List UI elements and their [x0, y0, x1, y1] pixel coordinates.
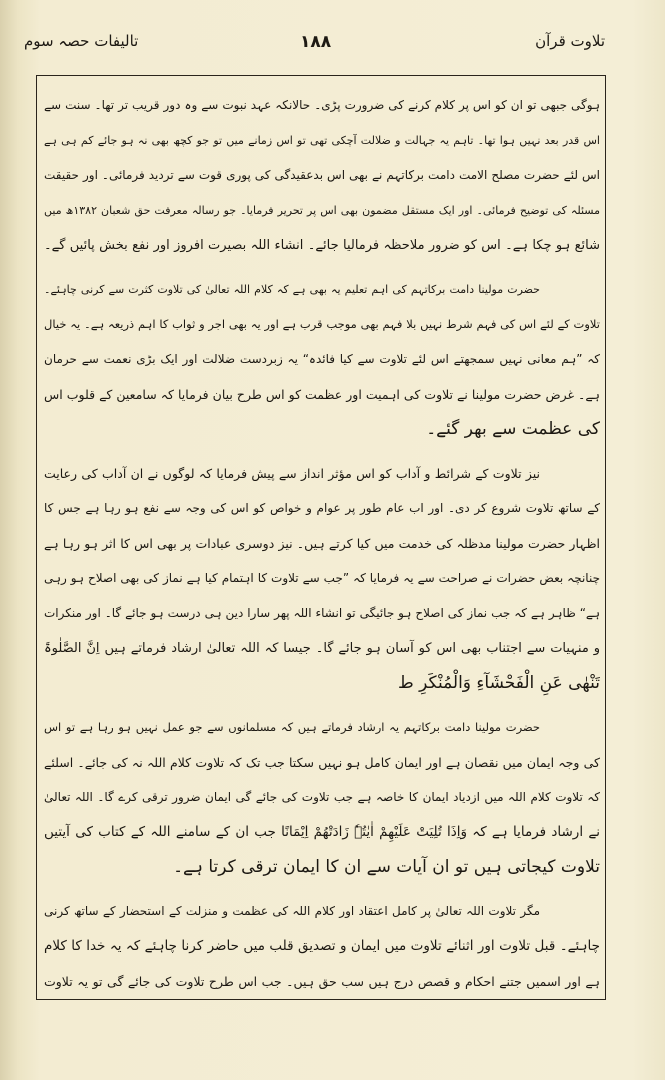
text-line: اس قدر بعد نہیں ہوا تھا۔ تاہم یہ جہالت و ضلالت آچکی تھی تو اس زمانے میں تو جو کچھ بھی نہ ہو جائے کم ہی ہے	[44, 134, 600, 147]
paragraph	[44, 88, 600, 263]
text-line: مسئلہ کی توضیح فرمائی۔ اور ایک مستقل مضمون بھی اس پر تحریر فرمایا۔ جو رسالہ معرفت حق شعبان ۱۳۸۲ھ میں	[44, 204, 600, 217]
page-number: ۱۸۸	[300, 32, 332, 52]
text-line: ہے۔ غرض حضرت مولینا نے تلاوت کی اہمیت اور عظمت کو اس طرح بیان فرمایا کہ سامعین کے قلوب اس	[44, 387, 600, 402]
text-line: تلاوت کے لئے اس کی فہم شرط نہیں بلا فہم بھی موجب قرب ہے اور یہ بھی اجر و ثواب کا اہم ذریعہ ہے۔ یہ خیال	[44, 317, 600, 331]
text-line: ہے“ ظاہر ہے کہ جب نماز کی اصلاح ہو جائیگی تو انشاء اللہ پھر سارا دین ہی درست ہو جائے گا۔ اور منکرات	[44, 606, 600, 620]
text-line: ہے اور اسمیں جتنے احکام و قصص درج ہیں سب حق ہیں۔ جب اس طرح تلاوت کی جائے گی تو یہ تلاوت	[44, 974, 600, 989]
text-line: کہ تلاوت کلام اللہ میں ازدیاد ایمان کا خاصہ ہے جب تلاوت کی جائے گی ایمان ضرور ترقی کرے گا۔ اللہ تعالیٰ	[44, 790, 600, 804]
text-line: حضرت مولینا دامت برکاتہم یہ ارشاد فرماتے ہیں کہ مسلمانوں سے جو عمل نہیں ہو رہا ہے تو اس	[44, 720, 540, 734]
text-line: نے ارشاد فرمایا ہے کہ وَاِذَا تُلِیَتْ عَلَیْھِمْ اٰیٰتُہٗ زَادَتْھُمْ اِیْمَانًا جب ان کے سامنے اللہ کے کتاب کی آیتیں	[44, 824, 600, 840]
text-line: کے ساتھ تلاوت شروع کر دی۔ اور اب عام طور پر عوام و خواص کو اس کی وجہ سے نفع ہو رہا ہے جس کا	[44, 501, 600, 515]
text-line: کی وجہ ایمان میں نقصان ہے اور ایمان کامل ہو نہیں سکتا جب تک کہ تلاوت کلام اللہ نہ کی جائے۔ اسلئے	[44, 755, 600, 770]
text-line: مگر تلاوت اللہ تعالیٰ پر کامل اعتقاد اور کلام اللہ کی عظمت و منزلت کے استحضار کے ساتھ کرنی	[44, 904, 540, 918]
text-line: چاہئے۔ قبل تلاوت اور اثنائے تلاوت میں ایمان و تصدیق قلب میں حاضر کرنا چاہئے کہ یہ خدا کا کلام	[44, 938, 600, 954]
text-line: تَنْھٰی عَنِ الْفَحْشَآءِ وَالْمُنْکَرِ ط	[398, 673, 600, 693]
text-line: اس لئے حضرت مصلح الامت دامت برکاتہم نے بھی اس بدعقیدگی کی پوری قوت سے تردید فرمائی۔ اور حقیقت	[44, 168, 600, 182]
text-line: و منہیات سے اجتناب بھی اس کو آسان ہو جائے گا۔ جیسا کہ اللہ تعالیٰ ارشاد فرماتے ہیں اِنَّ الصَّلٰوۃَ	[44, 641, 600, 656]
text-line: ہوگی جبھی تو ان کو اس پر کلام کرنے کی ضرورت پڑی۔ حالانکہ عہد نبوت سے وہ دور قریب تر تھا۔ سنت سے	[44, 98, 600, 112]
text-line: حضرت مولینا دامت برکاتہم کی اہم تعلیم یہ بھی ہے کہ کلام اللہ تعالیٰ کی تلاوت کثرت سے کرنی چاہئے۔	[44, 283, 540, 296]
running-header-book: تالیفات حصہ سوم	[24, 32, 139, 50]
paragraph	[44, 710, 600, 885]
text-line: کہ ”ہم معانی نہیں سمجھتے اس لئے تلاوت سے کیا فائدہ“ یہ زبردست ضلالت اور ایک بڑی نعمت سے حرمان	[44, 352, 600, 366]
text-line: نیز تلاوت کے شرائط و آداب کو اس مؤثر انداز سے پیش فرمایا کہ لوگوں نے ان آداب کی رعایت	[44, 466, 540, 481]
text-line: کی عظمت سے بھر گئے۔	[426, 419, 600, 439]
text-line: چنانچہ بعض حضرات نے صراحت سے یہ فرمایا کہ ”جب سے تلاوت کا اہتمام کیا ہے نماز کی بھی اصلاح ہو رہی	[44, 571, 600, 585]
text-line: شائع ہو چکا ہے۔ اس کو ضرور ملاحظہ فرمالیا جائے۔ انشاء اللہ بصیرت افروز اور نفع بخش پائیں گے۔	[44, 238, 600, 253]
paragraph	[44, 894, 600, 999]
page-body	[44, 88, 600, 1008]
paragraph	[44, 456, 600, 701]
text-line: اظہار حضرت مولینا مدظلہ کی خدمت میں کیا کرتے ہیں۔ نیز دوسری عبادات پر بھی اس کا اثر ہو رہا ہے	[44, 536, 600, 551]
running-header-chapter: تلاوت قرآن	[535, 32, 605, 50]
text-line: تلاوت کیجاتی ہیں تو ان آیات سے ان کا ایمان ترقی کرتا ہے۔	[173, 857, 600, 877]
paragraph	[44, 272, 600, 447]
